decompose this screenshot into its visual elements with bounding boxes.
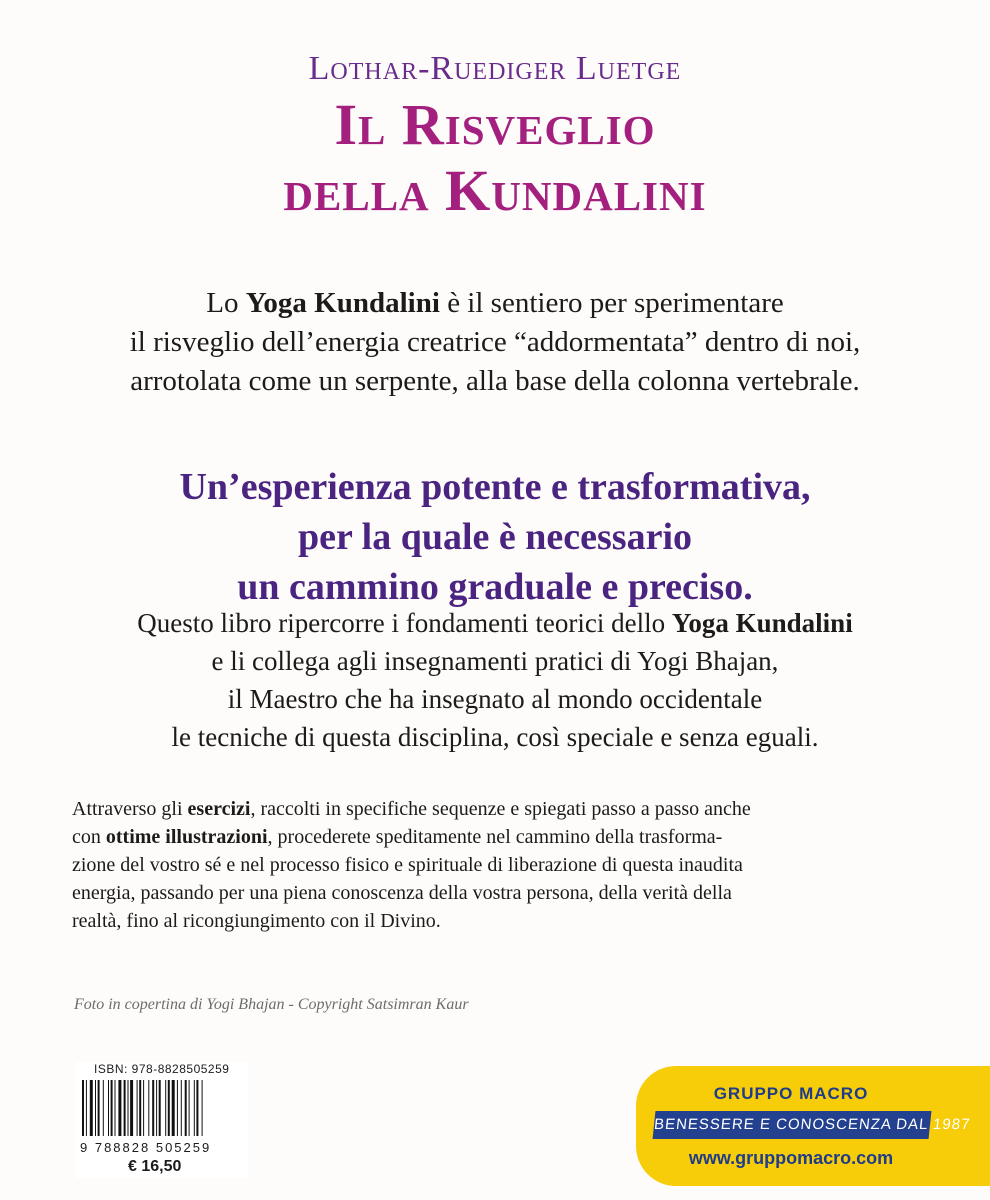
details-line-1 [72, 795, 922, 823]
publisher-name: GRUPPO MACRO [713, 1084, 869, 1103]
photo-credit: Foto in copertina di Yogi Bhajan - Copyright Satsimran Kaur [74, 996, 469, 1013]
intro-paragraph [0, 284, 990, 401]
book-title [0, 92, 990, 224]
description-line-1 [0, 604, 990, 642]
details-line-3: zione del vostro sé e nel processo fisico e spirituale di liberazione di questa inaudita [72, 854, 743, 876]
description-text: Questo libro ripercorre i fondamenti teorici dello [137, 608, 672, 638]
isbn-label: ISBN: 978-8828505259 [94, 1062, 230, 1076]
details-text: , procederete speditamente nel cammino della trasforma- [267, 826, 723, 848]
description-line-4: le tecniche di questa disciplina, così speciale e senza eguali. [171, 722, 819, 752]
intro-line-2: il risveglio dell’energia creatrice “addormentata” dentro di noi, [129, 326, 861, 358]
book-title-line-2: della Kundalini [283, 158, 707, 223]
details-text: Attraverso gli [72, 798, 188, 820]
highlight-line-3: un cammino graduale e preciso. [237, 566, 753, 608]
barcode-block [76, 1062, 248, 1178]
details-text: , raccolti in specifiche sequenze e spiegati passo a passo anche [250, 798, 751, 820]
book-title-line-1: Il Risveglio [334, 92, 656, 157]
details-line-2 [72, 823, 922, 851]
highlight-statement [0, 462, 990, 612]
publisher-badge [636, 1066, 990, 1186]
details-line-4: energia, passando per una piena conoscenza della vostra persona, della verità della [72, 882, 732, 904]
details-paragraph [72, 795, 922, 935]
details-bold-term: ottime illustrazioni [105, 826, 268, 848]
description-paragraph [0, 604, 990, 756]
highlight-line-2: per la quale è necessario [297, 516, 693, 558]
publisher-tagline: BENESSERE E CONOSCENZA DAL 1987 [653, 1111, 932, 1139]
book-author: Lothar-Ruediger Luetge [308, 50, 682, 87]
intro-text: Lo [206, 287, 246, 319]
intro-bold-term: Yoga Kundalini [245, 287, 440, 319]
details-line-5: realtà, fino al ricongiungimento con il Divino. [72, 910, 441, 932]
barcode-icon [82, 1080, 242, 1136]
intro-line-3: arrotolata come un serpente, alla base della colonna vertebrale. [130, 365, 860, 397]
price: € 16,50 [128, 1158, 182, 1175]
description-line-2: e li collega agli insegnamenti pratici di Yogi Bhajan, [211, 646, 779, 676]
description-line-3: il Maestro che ha insegnato al mondo occidentale [227, 684, 763, 714]
intro-line-1 [0, 284, 990, 323]
publisher-website[interactable]: www.gruppomacro.com [688, 1148, 894, 1168]
details-bold-term: esercizi [187, 798, 251, 820]
highlight-line-1: Un’esperienza potente e trasformativa, [179, 466, 811, 508]
details-text: con [72, 826, 106, 848]
description-bold-term: Yoga Kundalini [671, 608, 853, 638]
ean-digits: 9 788828 505259 [80, 1140, 212, 1155]
intro-text: è il sentiero per sperimentare [439, 287, 784, 319]
